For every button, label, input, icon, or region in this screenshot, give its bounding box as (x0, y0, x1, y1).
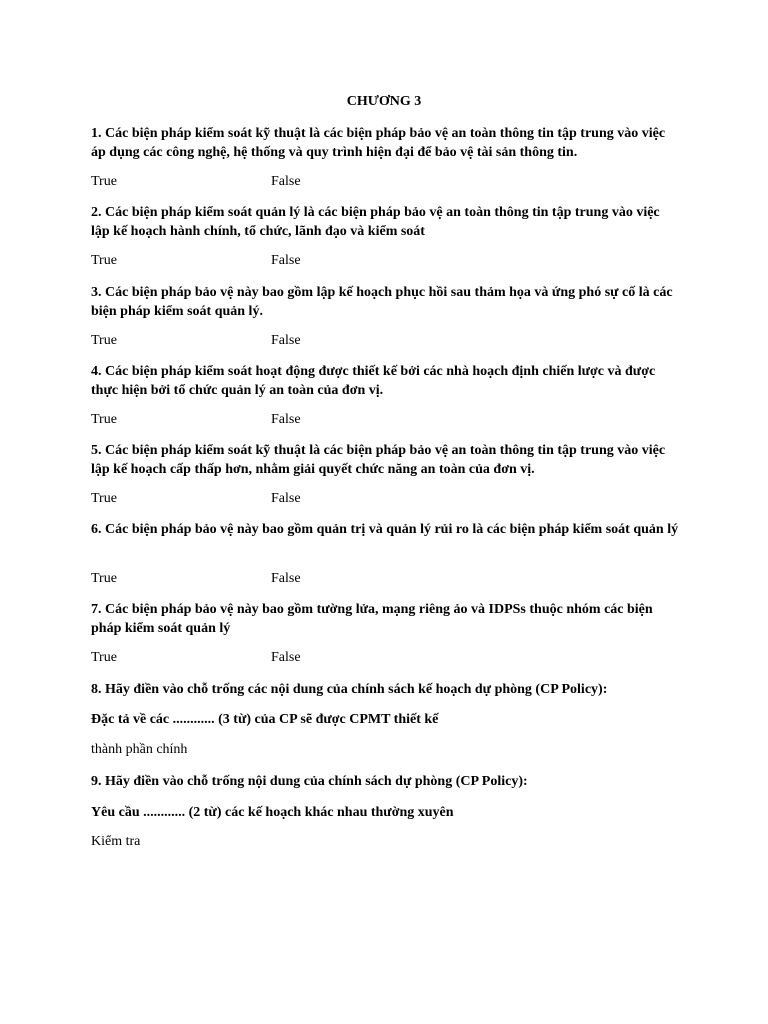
question-1-false-option: False (271, 174, 301, 189)
question-4: 4. Các biện pháp kiểm soát hoạt động được thiết kế bởi các nhà hoạch định chiến lược và được thực hiện bởi tổ chức quản lý an toàn của đơn vị. (91, 364, 656, 398)
question-4-true-option: True (91, 412, 117, 427)
question-5-true-option: True (91, 491, 117, 506)
question-5: 5. Các biện pháp kiểm soát kỹ thuật là các biện pháp bảo vệ an toàn thông tin tập trung vào việc lập kế hoạch cấp thấp hơn, nhằm giải quyết chức năng an toàn của đơn vị. (91, 443, 666, 477)
question-3: 3. Các biện pháp bảo vệ này bao gồm lập kế hoạch phục hồi sau thảm họa và ứng phó sự cố là các biện pháp kiểm soát quản lý. (91, 285, 673, 319)
question-7-true-option: True (91, 650, 117, 665)
question-9-prompt: Yêu cầu ............ (2 từ) các kế hoạch khác nhau thường xuyên (91, 805, 454, 820)
question-6-true-option: True (91, 571, 117, 586)
question-8-answer: thành phần chính (91, 742, 188, 757)
question-8-prompt: Đặc tả về các ............ (3 từ) của CP sẽ được CPMT thiết kế (91, 712, 439, 727)
question-5-false-option: False (271, 491, 301, 506)
question-6-false-option: False (271, 571, 301, 586)
question-2-false-option: False (271, 253, 301, 268)
question-1: 1. Các biện pháp kiểm soát kỹ thuật là các biện pháp bảo vệ an toàn thông tin tập trung vào việc áp dụng các công nghệ, hệ thống và quy trình hiện đại để bảo vệ tài sản thông tin. (91, 126, 666, 160)
question-9: 9. Hãy điền vào chỗ trống nội dung của chính sách dự phòng (CP Policy): (91, 774, 528, 789)
page-title: CHƯƠNG 3 (346, 94, 422, 109)
question-3-false-option: False (271, 333, 301, 348)
question-7: 7. Các biện pháp bảo vệ này bao gồm tường lửa, mạng riêng ảo và IDPSs thuộc nhóm các biện pháp kiểm soát quản lý (91, 602, 653, 636)
question-7-false-option: False (271, 650, 301, 665)
question-6: 6. Các biện pháp bảo vệ này bao gồm quản trị và quản lý rủi ro là các biện pháp kiểm soát quản lý (91, 522, 679, 537)
question-4-false-option: False (271, 412, 301, 427)
question-2-true-option: True (91, 253, 117, 268)
question-2: 2. Các biện pháp kiểm soát quản lý là các biện pháp bảo vệ an toàn thông tin tập trung vào việc lập kế hoạch hành chính, tổ chức, lãnh đạo và kiểm soát (91, 205, 660, 239)
question-1-true-option: True (91, 174, 117, 189)
question-9-answer: Kiểm tra (91, 834, 141, 849)
question-8: 8. Hãy điền vào chỗ trống các nội dung của chính sách kế hoạch dự phòng (CP Policy): (91, 682, 608, 697)
question-3-true-option: True (91, 333, 117, 348)
